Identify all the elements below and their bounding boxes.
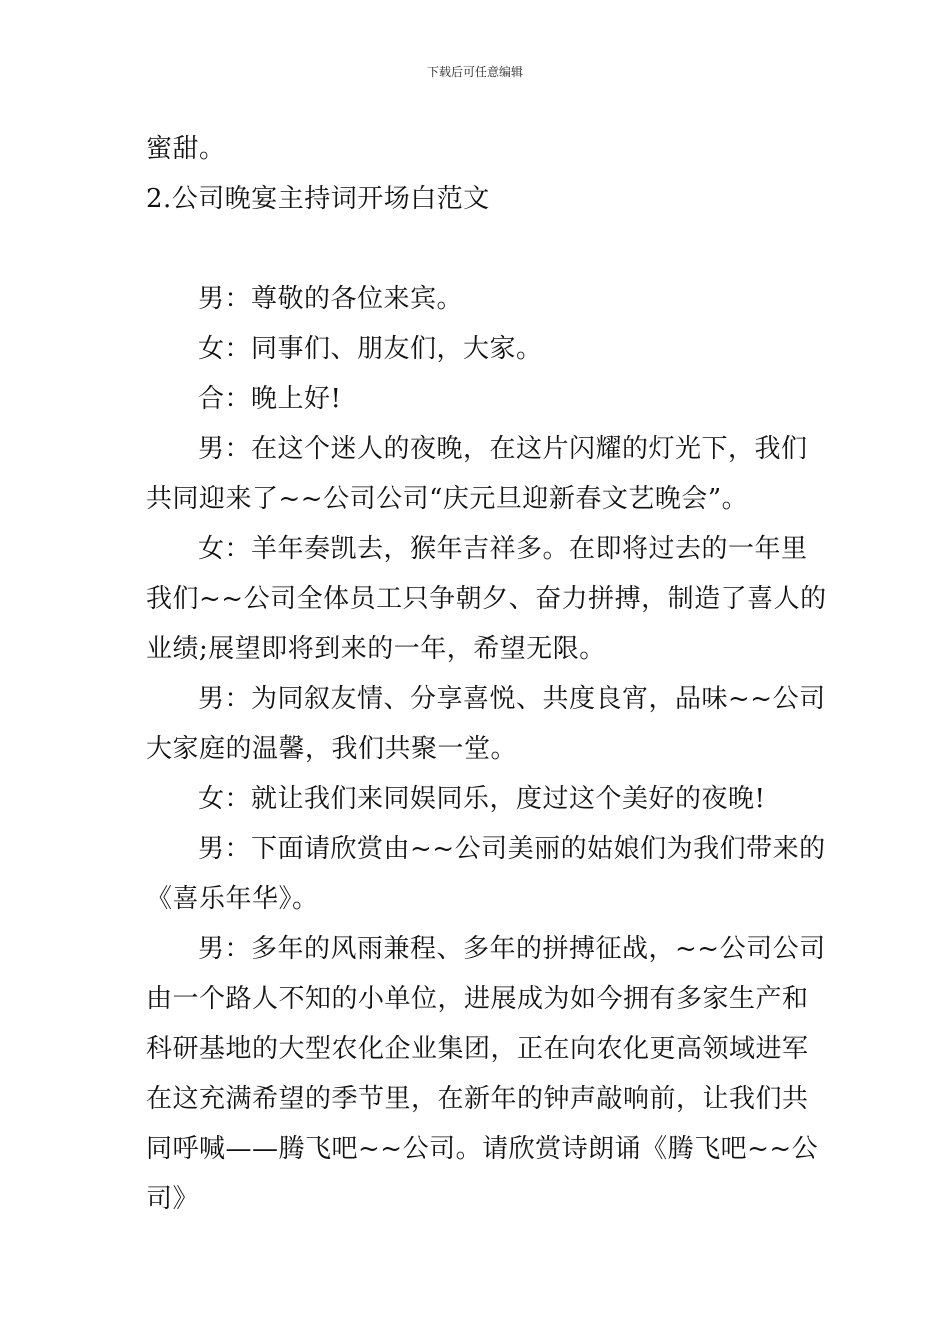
paragraph-line: 男：尊敬的各位来宾。: [198, 284, 464, 314]
paragraph-line: 共同迎来了~~公司公司“庆元旦迎新春文艺晚会”。: [146, 484, 749, 514]
blank-line: [146, 224, 810, 274]
paragraph-line: 业绩;展望即将到来的一年，希望无限。: [146, 634, 606, 664]
paragraph-line: 我们~~公司全体员工只争朝夕、奋力拼搏，制造了喜人的: [146, 584, 827, 614]
paragraph-line: 男：为同叙友情、分享喜悦、共度良宵，品味~~公司: [198, 684, 826, 714]
paragraph-line: 男：下面请欣赏由~~公司美丽的姑娘们为我们带来的: [198, 834, 826, 864]
paragraph-line: 大家庭的温馨，我们共聚一堂。: [146, 734, 518, 764]
paragraph-line: 合：晚上好!: [198, 384, 342, 414]
paragraph-line: 女：羊年奏凯去，猴年吉祥多。在即将过去的一年里: [198, 534, 808, 564]
paragraph-line: 由一个路人不知的小单位，进展成为如今拥有多家生产和: [146, 984, 809, 1014]
paragraph-line: 《喜乐年华》。: [146, 884, 319, 914]
paragraph-line: 男：多年的风雨兼程、多年的拼搏征战，~~公司公司: [198, 934, 826, 964]
paragraph-line: 男：在这个迷人的夜晚，在这片闪耀的灯光下，我们: [198, 434, 808, 464]
section-heading: 2.公司晚宴主持词开场白范文: [146, 184, 490, 214]
paragraph-line: 在这充满希望的季节里，在新年的钟声敲响前，让我们共: [146, 1084, 809, 1114]
paragraph-line: 司》: [146, 1184, 200, 1214]
document-body: [146, 124, 827, 1224]
paragraph-line: 女：就让我们来同娱同乐，度过这个美好的夜晚!: [198, 784, 766, 814]
paragraph-line: 蜜甜。: [146, 134, 226, 164]
paragraph-line: 科研基地的大型农化企业集团，正在向农化更高领域进军: [146, 1034, 809, 1064]
paragraph-line: 同呼喊——腾飞吧~~公司。请欣赏诗朗诵《腾飞吧~~公: [146, 1134, 819, 1164]
page-header-note: 下载后可任意编辑: [426, 65, 523, 79]
paragraph-line: 女：同事们、朋友们，大家。: [198, 334, 543, 364]
